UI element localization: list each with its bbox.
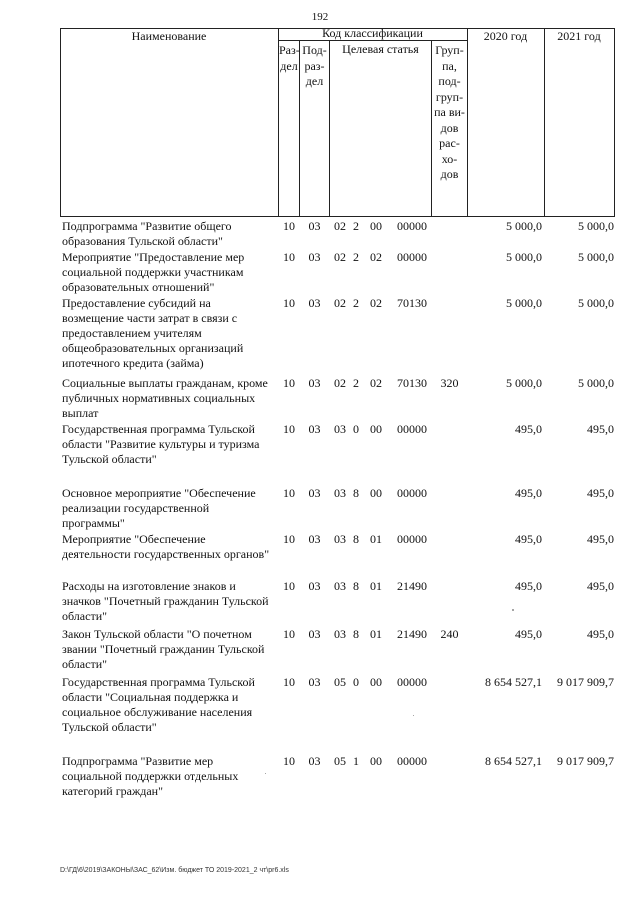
row-2021: 5 000,0 (578, 376, 614, 390)
row-name: Государственная программа Тульской области "Развитие культуры и туризма Тульской области" (62, 422, 260, 466)
row-podrazdel: 03 (308, 250, 321, 264)
row-podrazdel: 03 (308, 532, 321, 546)
row-target-3: 00 (370, 422, 382, 436)
row-target-4: 00000 (397, 486, 427, 500)
row-podrazdel: 03 (308, 486, 321, 500)
row-razdel: 10 (283, 532, 295, 546)
header-podrazdel: Под- раз- дел (302, 43, 327, 88)
row-target-2: 8 (353, 579, 359, 593)
file-path-footer: D:\ГД\6\2019\ЗАКОНЫ\ЗАС_62\Изм. бюджет ТО 2019-2021_2 чт\pr6.xls (60, 867, 289, 874)
row-target-1: 05 (334, 754, 346, 768)
row-2021: 495,0 (587, 579, 614, 593)
row-podrazdel: 03 (308, 219, 321, 233)
row-group: 320 (440, 376, 459, 390)
col-border (614, 28, 615, 217)
row-razdel: 10 (283, 627, 295, 641)
row-target-2: 2 (353, 250, 359, 264)
row-target-1: 03 (334, 627, 346, 641)
row-name: Мероприятие "Предоставление мер социальной поддержки участникам образовательных отношений" (62, 250, 245, 294)
row-2021: 495,0 (587, 627, 614, 641)
row-target-2: 1 (353, 754, 359, 768)
row-target-2: 0 (353, 422, 359, 436)
header-group: Груп- па, под- груп- па ви- дов рас- хо- дов (434, 43, 465, 181)
header-razdel: Раз- дел (279, 43, 300, 73)
row-target-4: 70130 (397, 376, 427, 390)
row-target-4: 00000 (397, 754, 427, 768)
row-target-1: 02 (334, 250, 346, 264)
row-name: Закон Тульской области "О почетном звании "Почетный гражданин Тульской области" (62, 627, 265, 671)
row-target-4: 21490 (397, 627, 427, 641)
col-border (60, 28, 61, 217)
row-target-3: 02 (370, 250, 382, 264)
page-number: 192 (311, 11, 329, 23)
row-name: Предоставление субсидий на возмещение части затрат в связи с предоставлением учителям общеобразовательных организаций ипотечного кредита (займа) (62, 296, 244, 370)
row-name: Основное мероприятие "Обеспечение реализации государственной программы" (62, 486, 256, 530)
row-target-3: 01 (370, 579, 382, 593)
row-razdel: 10 (283, 219, 295, 233)
scan-speck (413, 715, 414, 716)
row-2020: 495,0 (515, 579, 542, 593)
row-target-4: 00000 (397, 422, 427, 436)
row-target-3: 00 (370, 486, 382, 500)
row-2021: 495,0 (587, 422, 614, 436)
row-target-3: 00 (370, 675, 382, 689)
header-code-group: Код классификации (322, 26, 423, 40)
row-target-3: 00 (370, 754, 382, 768)
header-name: Наименование (131, 29, 207, 43)
row-target-3: 01 (370, 627, 382, 641)
row-razdel: 10 (283, 675, 295, 689)
row-target-4: 00000 (397, 250, 427, 264)
row-target-1: 03 (334, 579, 346, 593)
row-razdel: 10 (283, 486, 295, 500)
row-target-4: 00000 (397, 532, 427, 546)
row-target-2: 2 (353, 376, 359, 390)
row-2020: 5 000,0 (506, 219, 542, 233)
header-bottom-border (60, 216, 614, 217)
row-2021: 495,0 (587, 486, 614, 500)
row-target-3: 00 (370, 219, 382, 233)
scan-speck (265, 773, 266, 774)
row-2020: 495,0 (515, 486, 542, 500)
row-2020: 495,0 (515, 532, 542, 546)
row-target-2: 8 (353, 532, 359, 546)
row-2020: 8 654 527,1 (485, 675, 542, 689)
row-name: Подпрограмма "Развитие мер социальной поддержки отдельных категорий граждан" (62, 754, 239, 798)
row-2021: 9 017 909,7 (557, 754, 614, 768)
row-2020: 5 000,0 (506, 376, 542, 390)
row-target-1: 02 (334, 219, 346, 233)
row-razdel: 10 (283, 754, 295, 768)
row-target-1: 03 (334, 532, 346, 546)
row-2021: 9 017 909,7 (557, 675, 614, 689)
row-2021: 5 000,0 (578, 219, 614, 233)
row-target-2: 2 (353, 296, 359, 310)
row-name: Подпрограмма "Развитие общего образования Тульской области" (62, 219, 232, 248)
row-2021: 495,0 (587, 532, 614, 546)
row-name: Социальные выплаты гражданам, кроме публичных нормативных социальных выплат (62, 376, 268, 420)
row-target-4: 00000 (397, 219, 427, 233)
row-target-2: 0 (353, 675, 359, 689)
row-target-1: 02 (334, 296, 346, 310)
row-target-3: 02 (370, 296, 382, 310)
header-2021: 2021 год (557, 29, 601, 43)
row-razdel: 10 (283, 376, 295, 390)
row-2020: 5 000,0 (506, 250, 542, 264)
row-target-3: 01 (370, 532, 382, 546)
row-2020: 5 000,0 (506, 296, 542, 310)
row-target-4: 21490 (397, 579, 427, 593)
row-podrazdel: 03 (308, 296, 321, 310)
row-target-2: 2 (353, 219, 359, 233)
row-razdel: 10 (283, 422, 295, 436)
row-target-3: 02 (370, 376, 382, 390)
row-podrazdel: 03 (308, 627, 321, 641)
header-target: Целевая статья (342, 42, 419, 56)
row-target-4: 00000 (397, 675, 427, 689)
row-group: 240 (440, 627, 459, 641)
col-border (329, 40, 330, 217)
row-2020: 8 654 527,1 (485, 754, 542, 768)
row-target-2: 8 (353, 627, 359, 641)
row-podrazdel: 03 (308, 754, 321, 768)
row-2021: 5 000,0 (578, 250, 614, 264)
row-target-1: 02 (334, 376, 346, 390)
row-podrazdel: 03 (308, 675, 321, 689)
row-2020: 495,0 (515, 627, 542, 641)
header-2020: 2020 год (483, 29, 528, 43)
row-name: Мероприятие "Обеспечение деятельности государственных органов" (62, 532, 270, 561)
col-border (467, 28, 468, 217)
row-name: Расходы на изготовление знаков и значков "Почетный гражданин Тульской области" (62, 579, 269, 623)
row-target-1: 05 (334, 675, 346, 689)
row-podrazdel: 03 (308, 376, 321, 390)
row-razdel: 10 (283, 250, 295, 264)
col-border (544, 28, 545, 217)
row-target-1: 03 (334, 422, 346, 436)
row-target-1: 03 (334, 486, 346, 500)
row-target-2: 8 (353, 486, 359, 500)
row-podrazdel: 03 (308, 422, 321, 436)
row-name: Государственная программа Тульской области "Социальная поддержка и социальное обслуживание населения Тульской области" (62, 675, 255, 734)
row-podrazdel: 03 (308, 579, 321, 593)
row-2020: 495,0 (515, 422, 542, 436)
scan-speck (512, 609, 514, 611)
row-razdel: 10 (283, 296, 295, 310)
row-razdel: 10 (283, 579, 295, 593)
row-2021: 5 000,0 (578, 296, 614, 310)
row-target-4: 70130 (397, 296, 427, 310)
